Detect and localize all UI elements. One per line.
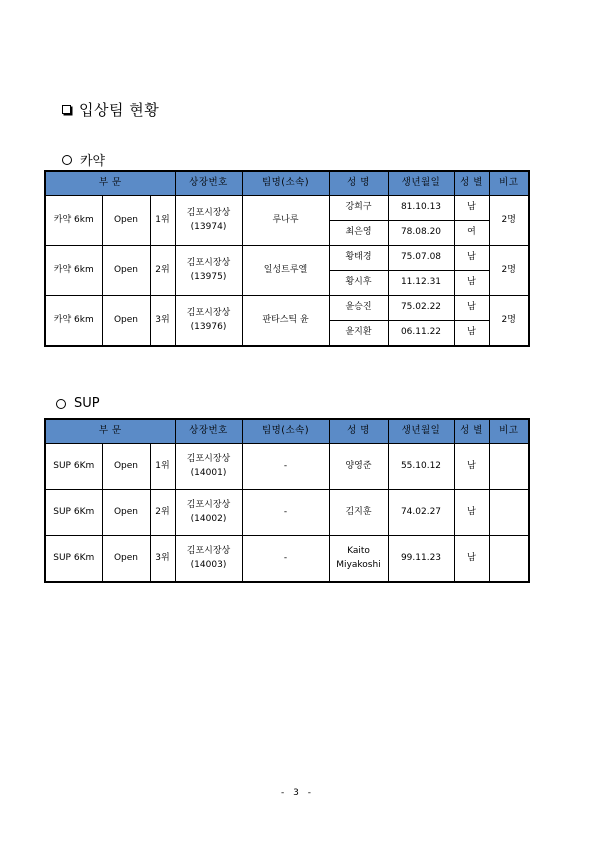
header-name: 성 명	[329, 419, 388, 444]
gender-cell: 남	[454, 271, 489, 296]
rank-cell: 3위	[150, 536, 175, 583]
event-cell: 카약 6km	[45, 196, 102, 246]
note-cell: 2명	[489, 196, 529, 246]
header-award: 상장번호	[175, 171, 242, 196]
section-title-kayak-text: 카약	[80, 154, 106, 169]
class-cell: Open	[102, 536, 150, 583]
name-cell: 황시후	[329, 271, 388, 296]
award-title: 김포시장상	[186, 258, 231, 268]
header-division: 부 문	[45, 171, 175, 196]
team-cell: 루나루	[242, 196, 329, 246]
header-name: 성 명	[329, 171, 388, 196]
rank-cell: 3위	[150, 296, 175, 347]
team-cell: 판타스틱 윤	[242, 296, 329, 347]
award-title: 김포시장상	[186, 546, 231, 556]
dob-cell: 78.08.20	[388, 221, 454, 246]
dob-cell: 11.12.31	[388, 271, 454, 296]
dob-cell: 81.10.13	[388, 196, 454, 221]
dob-cell: 06.11.22	[388, 321, 454, 347]
team-cell: -	[242, 536, 329, 583]
kayak-table	[44, 170, 530, 347]
header-note: 비고	[489, 419, 529, 444]
section-title-kayak	[62, 150, 105, 169]
award-cell	[175, 246, 242, 296]
note-cell: 2명	[489, 246, 529, 296]
kayak-header-row	[45, 171, 529, 196]
award-cell	[175, 490, 242, 536]
name-cell	[329, 490, 388, 536]
award-number: (14001)	[190, 467, 227, 478]
name-cell: 윤승진	[329, 296, 388, 321]
award-cell	[175, 444, 242, 490]
note-cell: 2명	[489, 296, 529, 347]
table-row	[45, 246, 529, 271]
rank-cell: 1위	[150, 444, 175, 490]
event-cell: 카약 6km	[45, 296, 102, 347]
gender-cell: 남	[454, 296, 489, 321]
circle-bullet-icon	[62, 155, 72, 165]
team-cell: 일성트루엘	[242, 246, 329, 296]
class-cell: Open	[102, 444, 150, 490]
gender-cell: 남	[454, 490, 489, 536]
section-title-sup	[56, 396, 100, 411]
rank-cell: 1위	[150, 196, 175, 246]
dob-cell: 75.07.08	[388, 246, 454, 271]
dob-cell: 74.02.27	[388, 490, 454, 536]
event-cell: 카약 6km	[45, 246, 102, 296]
header-dob: 생년월일	[388, 171, 454, 196]
page-heading-text: 입상팀 현황	[79, 101, 160, 119]
team-cell: -	[242, 490, 329, 536]
name-cell: 강희구	[329, 196, 388, 221]
award-number: (14002)	[190, 513, 227, 524]
dob-cell: 99.11.23	[388, 536, 454, 583]
rank-cell: 2위	[150, 490, 175, 536]
award-title: 김포시장상	[186, 308, 231, 318]
table-row	[45, 196, 529, 221]
header-team: 팀명(소속)	[242, 171, 329, 196]
name-line: 양영준	[345, 460, 372, 471]
gender-cell: 여	[454, 221, 489, 246]
class-cell: Open	[102, 246, 150, 296]
award-cell	[175, 196, 242, 246]
page-heading	[62, 99, 159, 120]
award-number: (13974)	[190, 221, 227, 232]
gender-cell: 남	[454, 321, 489, 347]
name-cell: 윤지환	[329, 321, 388, 347]
dob-cell: 55.10.12	[388, 444, 454, 490]
gender-cell: 남	[454, 196, 489, 221]
note-cell	[489, 490, 529, 536]
award-title: 김포시장상	[186, 208, 231, 218]
name-line: 김지훈	[345, 506, 372, 517]
award-number: (13976)	[190, 321, 227, 332]
header-gender: 성 별	[454, 419, 489, 444]
class-cell: Open	[102, 196, 150, 246]
header-division: 부 문	[45, 419, 175, 444]
class-cell: Open	[102, 490, 150, 536]
header-dob: 생년월일	[388, 419, 454, 444]
note-cell	[489, 536, 529, 583]
note-cell	[489, 444, 529, 490]
name-cell	[329, 444, 388, 490]
page-number: - 3 -	[281, 788, 314, 798]
award-cell	[175, 536, 242, 583]
name-line: Miyakoshi	[336, 559, 381, 570]
award-cell	[175, 296, 242, 347]
header-note: 비고	[489, 171, 529, 196]
header-team: 팀명(소속)	[242, 419, 329, 444]
section-title-sup-text: SUP	[74, 396, 100, 411]
dob-cell: 75.02.22	[388, 296, 454, 321]
team-cell: -	[242, 444, 329, 490]
rank-cell: 2위	[150, 246, 175, 296]
name-cell: 최은영	[329, 221, 388, 246]
event-cell: SUP 6Km	[45, 490, 102, 536]
gender-cell: 남	[454, 246, 489, 271]
event-cell: SUP 6Km	[45, 444, 102, 490]
name-cell: 황태경	[329, 246, 388, 271]
header-gender: 성 별	[454, 171, 489, 196]
header-award: 상장번호	[175, 419, 242, 444]
award-number: (13975)	[190, 271, 227, 282]
table-row	[45, 296, 529, 321]
table-row	[45, 536, 529, 583]
name-cell	[329, 536, 388, 583]
gender-cell: 남	[454, 536, 489, 583]
award-number: (14003)	[190, 559, 227, 570]
gender-cell: 남	[454, 444, 489, 490]
class-cell: Open	[102, 296, 150, 347]
award-title: 김포시장상	[186, 454, 231, 464]
event-cell: SUP 6Km	[45, 536, 102, 583]
table-row	[45, 444, 529, 490]
award-title: 김포시장상	[186, 500, 231, 510]
name-line: Kaito	[347, 546, 370, 556]
square-bullet-icon	[62, 105, 71, 114]
sup-header-row	[45, 419, 529, 444]
sup-table	[44, 418, 530, 583]
circle-bullet-icon	[56, 399, 66, 409]
table-row	[45, 490, 529, 536]
